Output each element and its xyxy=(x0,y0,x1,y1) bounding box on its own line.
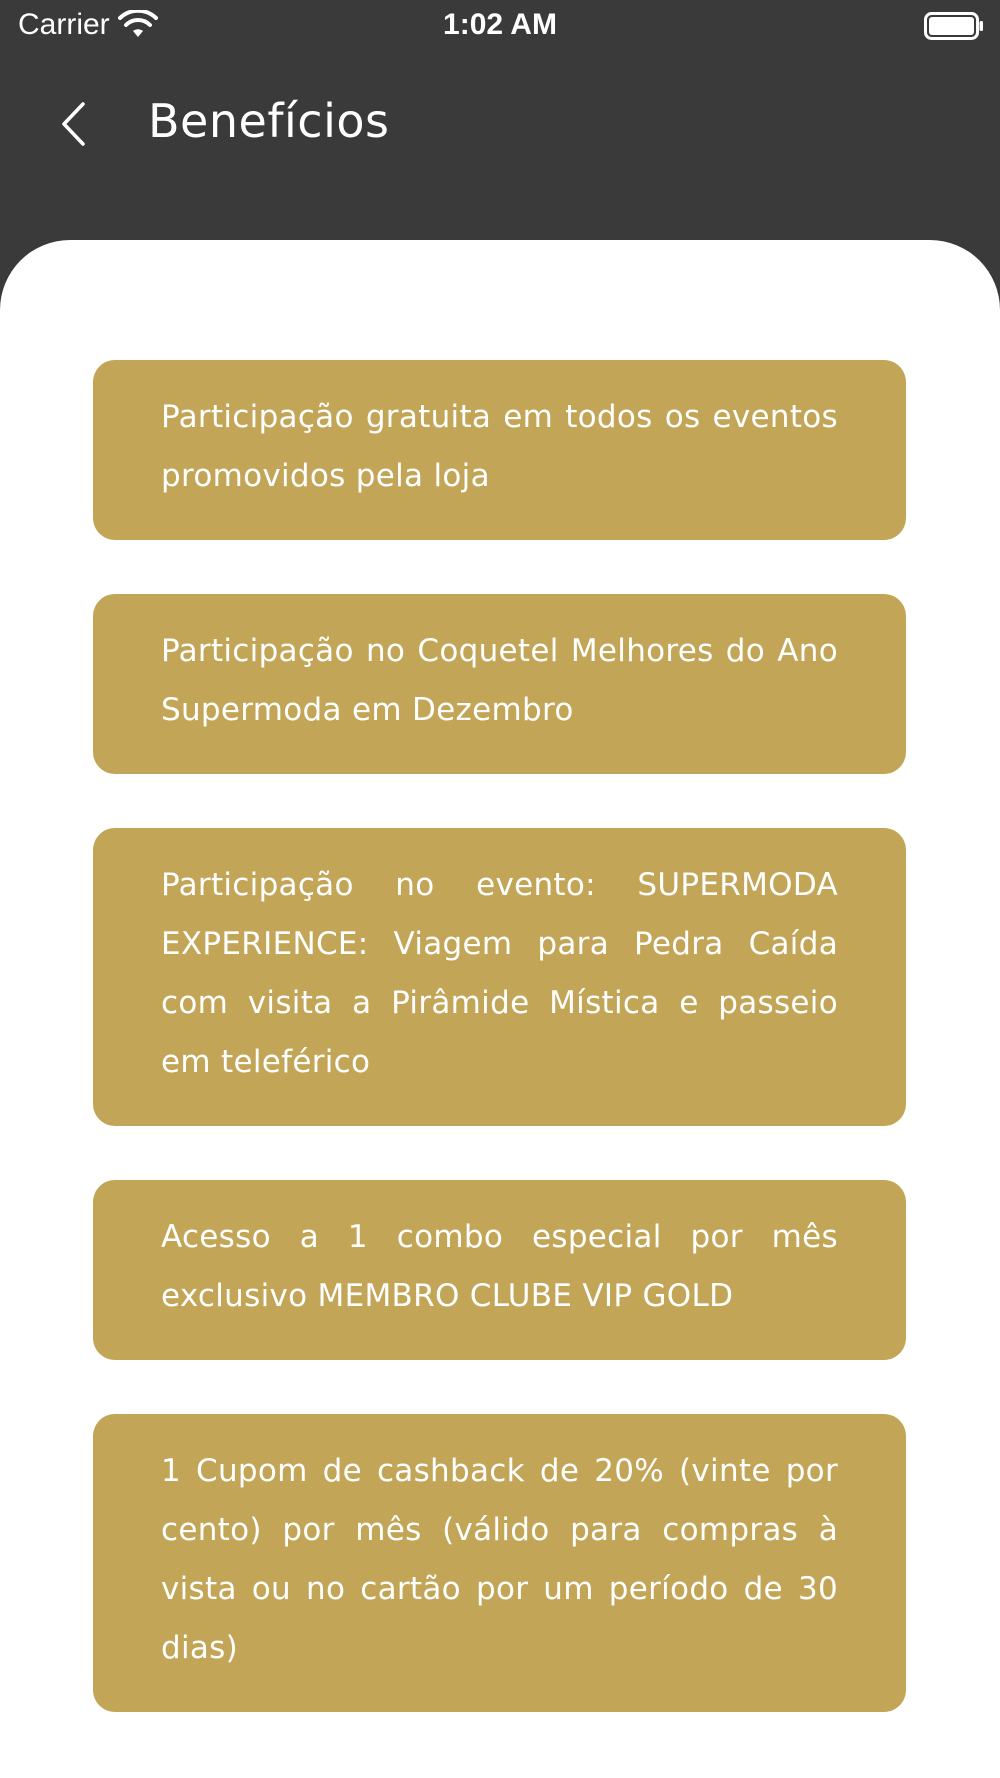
navigation-bar xyxy=(0,56,1000,196)
benefit-text: Participação gratuita em todos os eventos promovidos pela loja xyxy=(161,399,838,494)
page-title: Benefícios xyxy=(148,94,390,148)
benefit-text: Acesso a 1 combo especial por mês exclusivo MEMBRO CLUBE VIP GOLD xyxy=(161,1219,838,1314)
benefit-list xyxy=(93,360,906,1766)
status-time: 1:02 AM xyxy=(443,8,557,41)
back-button[interactable] xyxy=(44,94,104,154)
benefit-text: Participação no evento: SUPERMODA EXPERIENCE: Viagem para Pedra Caída com visita a Pirâmide Mística e passeio em teleférico xyxy=(161,867,838,1080)
battery-full-icon xyxy=(924,12,984,40)
benefit-card xyxy=(93,1414,906,1712)
carrier-label: Carrier xyxy=(18,8,110,41)
status-bar xyxy=(0,0,1000,56)
benefit-card xyxy=(93,594,906,774)
chevron-left-icon xyxy=(59,101,89,147)
benefit-text: 1 Cupom de cashback de 20% (vinte por cento) por mês (válido para compras à vista ou no cartão por um período de 30 dias) xyxy=(161,1453,838,1666)
benefit-text: Participação no Coquetel Melhores do Ano Supermoda em Dezembro xyxy=(161,633,838,728)
benefit-card xyxy=(93,1180,906,1360)
benefit-card xyxy=(93,828,906,1126)
benefit-card xyxy=(93,360,906,540)
content-sheet xyxy=(0,240,1000,1778)
